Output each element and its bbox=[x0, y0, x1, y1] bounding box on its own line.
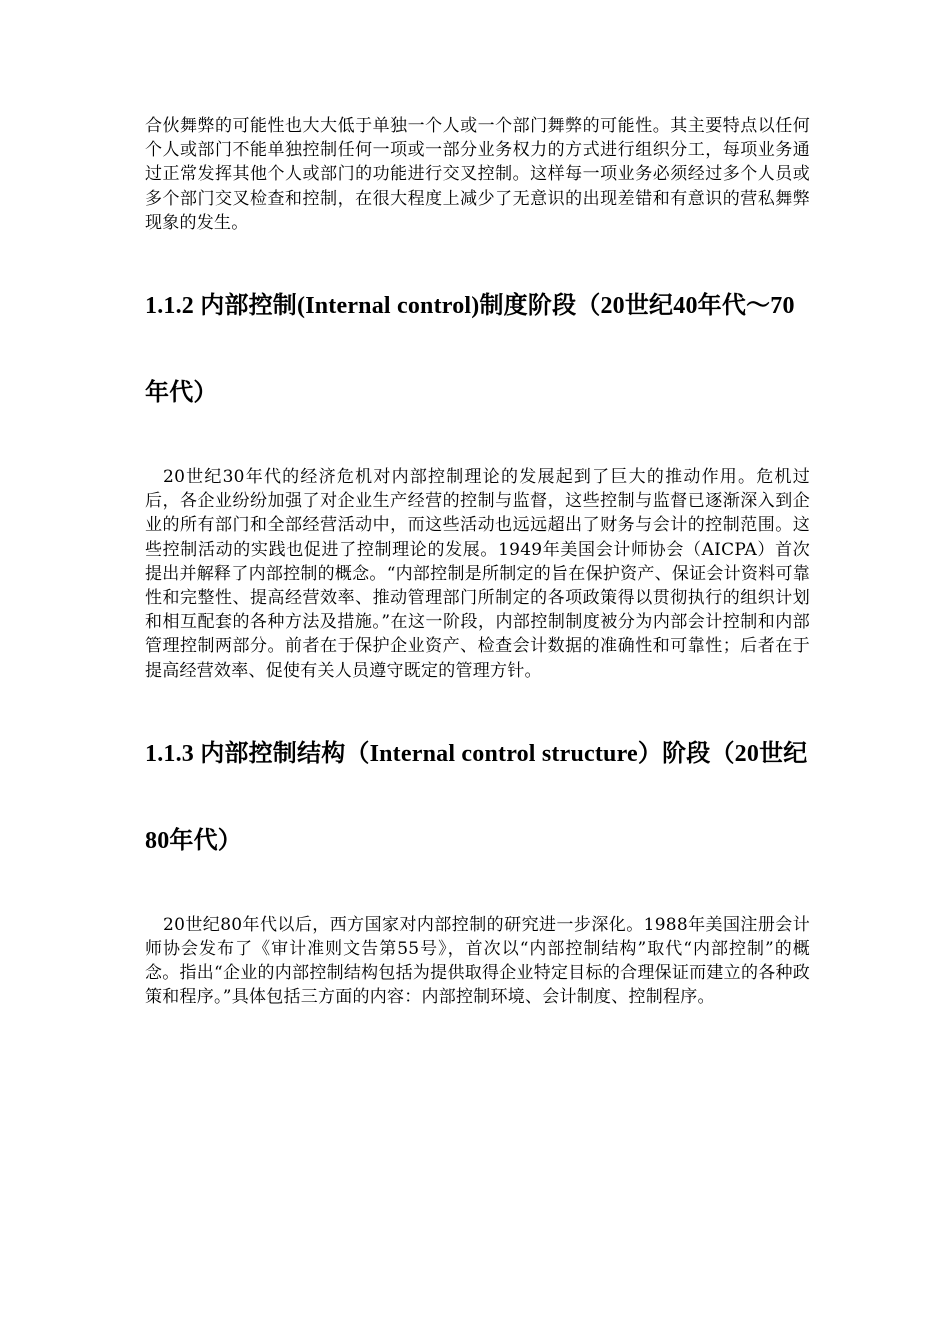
document-page bbox=[145, 114, 810, 1010]
section-heading-1-1-2: 1.1.2 内部控制(Internal control)制度阶段（20世纪40年代～70年代） bbox=[145, 293, 795, 407]
body-paragraph: 合伙舞弊的可能性也大大低于单独一个人或一个部门舞弊的可能性。其主要特点以任何个人或部门不能单独控制任何一项或一部分业务权力的方式进行组织分工，每项业务通过正常发挥其他个人或部门的功能进行交叉控制。这样每一项业务必须经过多个人员或多个部门交叉检查和控制，在很大程度上减少了无意识的出现差错和有意识的营私舞弊现象的发生。 bbox=[145, 116, 810, 233]
body-paragraph: 20世纪80年代以后，西方国家对内部控制的研究进一步深化。1988年美国注册会计师协会发布了《审计准则文告第55号》，首次以“内部控制结构”取代“内部控制”的概念。指出“企业的内部控制结构包括为提供取得企业特定目标的合理保证而建立的各种政策和程序。”具体包括三方面的内容：内部控制环境、会计制度、控制程序。 bbox=[145, 914, 810, 1008]
body-paragraph: 20世纪30年代的经济危机对内部控制理论的发展起到了巨大的推动作用。危机过后，各企业纷纷加强了对企业生产经营的控制与监督，这些控制与监督已逐渐深入到企业的所有部门和全部经营活动中，而这些活动也远远超出了财务与会计的控制范围。这些控制活动的实践也促进了控制理论的发展。1949年美国会计师协会（AICPA）首次提出并解释了内部控制的概念。“内部控制是所制定的旨在保护资产、保证会计资料可靠性和完整性、提高经营效率、推动管理部门所制定的各项政策得以贯彻执行的组织计划和相互配套的各种方法及措施。”在这一阶段，内部控制制度被分为内部会计控制和内部管理控制两部分。前者在于保护企业资产、检查会计数据的准确性和可靠性；后者在于提高经营效率、促使有关人员遵守既定的管理方针。 bbox=[145, 467, 810, 681]
section-heading-1-1-3: 1.1.3 内部控制结构（Internal control structure）阶段（20世纪80年代） bbox=[145, 740, 808, 854]
